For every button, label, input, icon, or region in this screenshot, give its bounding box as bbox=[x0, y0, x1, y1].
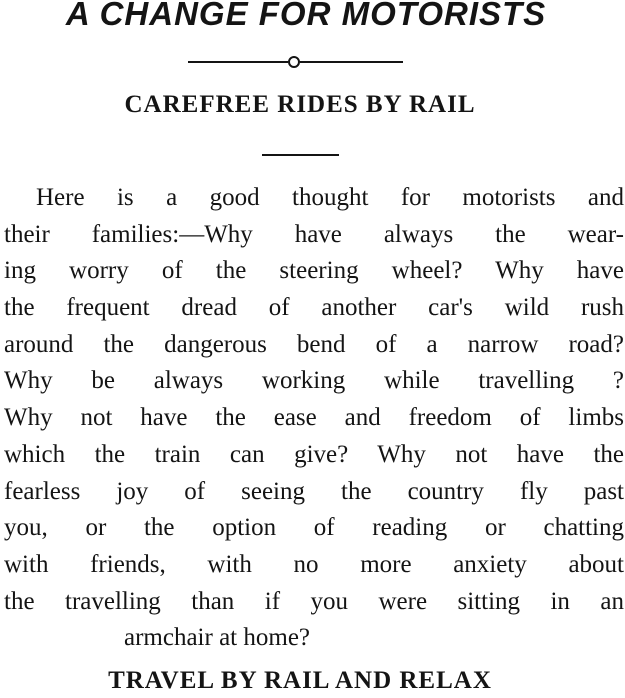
ornamental-divider bbox=[188, 55, 403, 69]
body-line: which the train can give? Why not have the bbox=[4, 440, 624, 468]
subheadline: CAREFREE RIDES BY RAIL bbox=[124, 91, 476, 118]
body-line: Here is a good thought for motorists and bbox=[36, 184, 624, 211]
body-line: the frequent dread of another car's wild rush bbox=[4, 294, 624, 322]
body-line: armchair at home? bbox=[124, 624, 311, 652]
body-line: with friends, with no more anxiety about bbox=[4, 550, 624, 578]
body-line: you, or the option of reading or chatting bbox=[4, 514, 624, 542]
divider-circle-ornament bbox=[288, 56, 300, 68]
body-line: their families:—Why have always the wear- bbox=[4, 220, 624, 248]
body-line: Why be always working while travelling ? bbox=[4, 367, 624, 395]
body-line: fearless joy of seeing the country fly past bbox=[4, 477, 624, 505]
divider-line-left bbox=[188, 61, 288, 63]
footer-slogan: TRAVEL BY RAIL AND RELAX bbox=[108, 667, 492, 694]
body-line: the travelling than if you were sitting in an bbox=[4, 587, 624, 615]
divider-line-right bbox=[300, 61, 403, 63]
article-body bbox=[4, 180, 624, 657]
short-rule-divider bbox=[262, 154, 339, 156]
headline: A CHANGE FOR MOTORISTS bbox=[65, 0, 547, 32]
body-line: Why not have the ease and freedom of limbs bbox=[4, 404, 624, 432]
body-line: around the dangerous bend of a narrow road? bbox=[4, 330, 624, 358]
body-line: ing worry of the steering wheel? Why have bbox=[4, 257, 624, 285]
